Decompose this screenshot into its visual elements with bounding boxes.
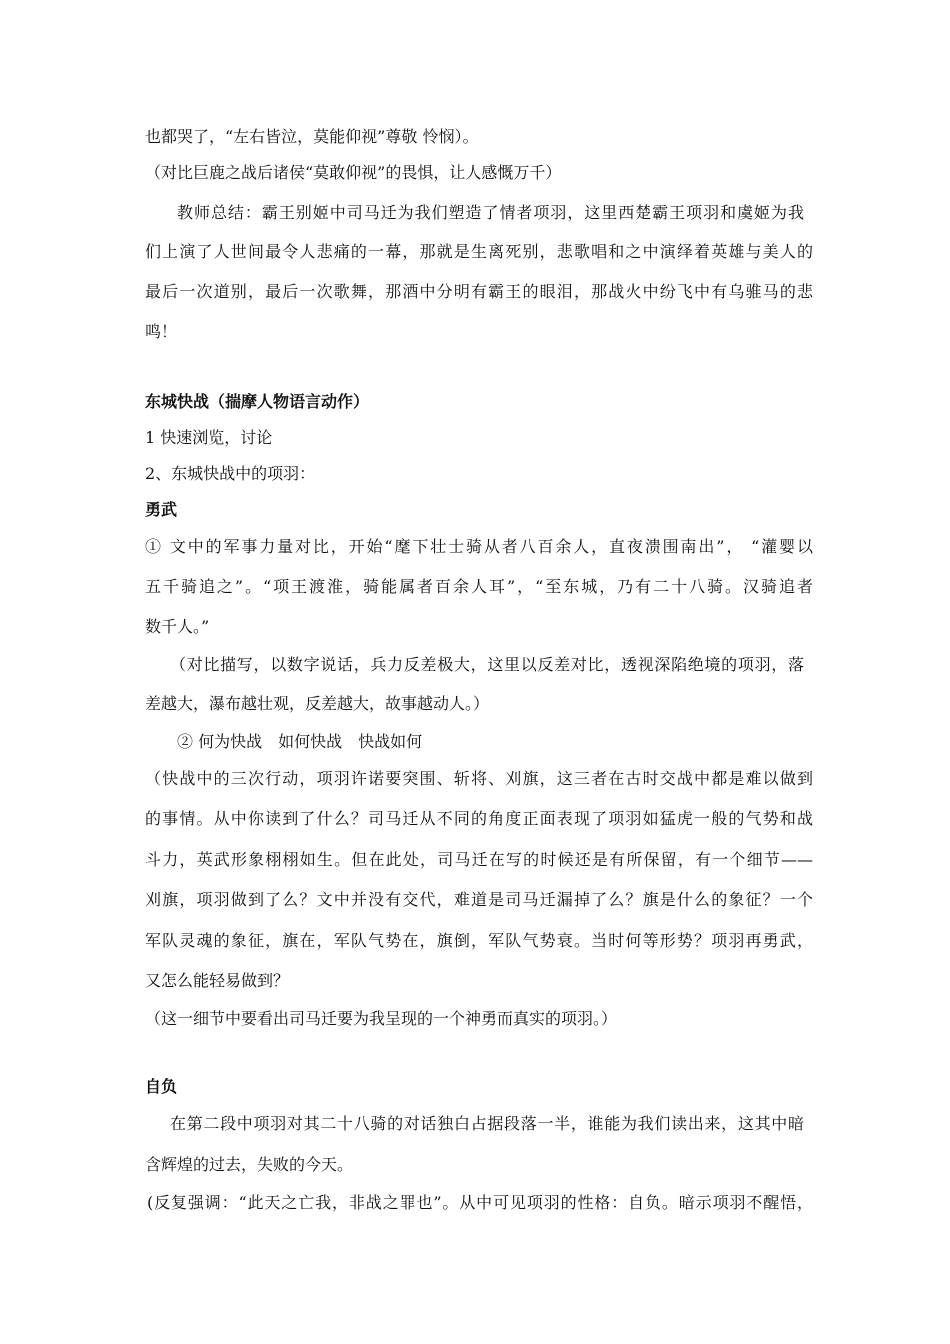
paragraph-line: 最后一次道别，最后一次歌舞，那酒中分明有霸王的眼泪，那战火中纷飞中有乌骓马的悲 <box>145 282 813 301</box>
text-line: ② 何为快战 如何快战 快战如何 <box>177 732 423 751</box>
paragraph-line: 斗力，英武形象栩栩如生。但在此处，司马迁在写的时候还是有所保留，有一个细节—— <box>145 850 813 869</box>
paragraph-line: 差越大，瀑布越壮观，反差越大，故事越动人。） <box>145 694 490 713</box>
paragraph-line: 含辉煌的过去，失败的今天。 <box>145 1155 354 1174</box>
paragraph-line: 鸣！ <box>145 322 178 341</box>
paragraph-line: 数千人。” <box>145 617 210 636</box>
section-heading: 东城快战（揣摩人物语言动作） <box>145 392 370 411</box>
paragraph-line: 在第二段中项羽对其二十八骑的对话独白占据段落一半，谁能为我们读出来，这其中暗 <box>170 1114 804 1133</box>
paragraph-line: 刈旗，项羽做到了么？文中并没有交代，难道是司马迁漏掉了么？旗是什么的象征？一个 <box>145 890 813 909</box>
text-line: 1 快速浏览，讨论 <box>145 428 273 447</box>
text-line: 也都哭了，“左右皆泣，莫能仰视”尊敬 怜悯）。 <box>145 127 479 146</box>
paragraph-line: （对比描写，以数字说话，兵力反差极大，这里以反差对比，透视深陷绝境的项羽，落 <box>170 655 804 674</box>
paragraph-line: 教师总结：霸王别姬中司马迁为我们塑造了情者项羽，这里西楚霸王项羽和虞姬为我 <box>177 203 804 222</box>
text-line: 2、东城快战中的项羽： <box>145 464 316 483</box>
paragraph-line: 军队灵魂的象征，旗在，军队气势在，旗倒，军队气势衰。当时何等形势？项羽再勇武， <box>145 931 813 950</box>
paragraph-line: 的事情。从中你读到了什么？司马迁从不同的角度正面表现了项羽如猛虎一般的气势和战 <box>145 809 813 828</box>
paragraph-line: （快战中的三次行动，项羽许诺要突围、斩将、刈旗，这三者在古时交战中都是难以做到 <box>145 769 813 788</box>
paragraph-line: 们上演了人世间最令人悲痛的一幕，那就是生离死别，悲歌唱和之中演绎着英雄与美人的 <box>145 242 813 261</box>
paragraph-line: (反复强调：“此天之亡我，非战之罪也”。从中可见项羽的性格：自负。暗示项羽不醒悟， <box>147 1193 813 1212</box>
subsection-heading: 自负 <box>145 1077 178 1096</box>
paragraph-line: 五千骑追之”。“项王渡淮，骑能属者百余人耳”，“至东城，乃有二十八骑。汉骑追者 <box>145 577 813 596</box>
subsection-heading: 勇武 <box>145 500 178 519</box>
text-line: （这一细节中要看出司马迁要为我呈现的一个神勇而真实的项羽。） <box>145 1009 618 1028</box>
paragraph-line: 又怎么能轻易做到？ <box>145 971 290 990</box>
text-line: （对比巨鹿之战后诸侯“莫敢仰视”的畏惧，让人感慨万千） <box>145 163 562 182</box>
paragraph-line: ① 文中的军事力量对比，开始“麾下壮士骑从者八百余人，直夜溃围南出”， “灌婴以 <box>145 537 813 556</box>
